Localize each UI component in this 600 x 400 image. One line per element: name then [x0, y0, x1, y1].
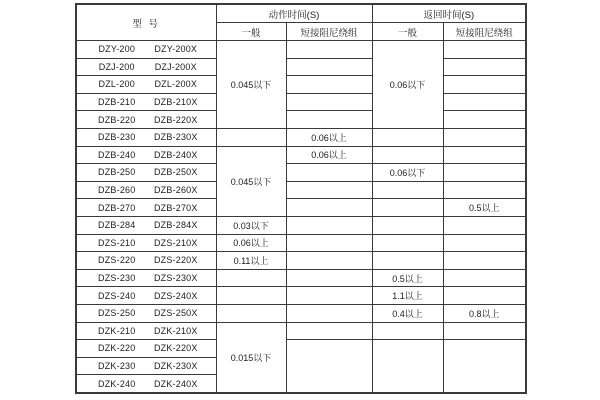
empty-cell [443, 128, 526, 146]
empty-cell [443, 41, 526, 59]
model-cell [76, 164, 216, 182]
empty-cell [372, 252, 443, 270]
empty-cell [372, 216, 443, 234]
empty-cell [216, 287, 286, 305]
empty-cell [286, 234, 372, 252]
model-cell [76, 93, 216, 111]
model-number-x: DZB-260X [153, 185, 198, 196]
col-header-return-time: 返回时间(S) [372, 4, 526, 23]
return-damped-value: 0.5以上 [443, 199, 526, 217]
empty-cell [286, 269, 372, 287]
model-number-base: DZJ-200 [98, 61, 135, 72]
action-general-value: 0.045以下 [216, 146, 286, 216]
return-general-value: 0.4以上 [372, 304, 443, 322]
model-number-x: DZK-210X [153, 325, 198, 336]
model-number-x: DZY-200X [154, 44, 198, 55]
return-general-value: 1.1以上 [372, 287, 443, 305]
empty-cell [286, 181, 372, 199]
empty-cell [286, 93, 372, 111]
model-cell [76, 58, 216, 76]
table-row [76, 146, 526, 164]
empty-cell [372, 199, 443, 217]
model-cell [76, 181, 216, 199]
model-number-x: DZS-250X [153, 308, 198, 319]
model-number-x: DZS-220X [153, 255, 198, 266]
table-row [76, 216, 526, 234]
empty-cell [443, 234, 526, 252]
col-header-model: 型 号 [76, 4, 216, 41]
model-cell [76, 322, 216, 340]
empty-cell [443, 322, 526, 340]
model-cell [76, 76, 216, 94]
empty-cell [286, 322, 372, 340]
model-number-x: DZJ-200X [154, 61, 197, 72]
col-header-return-general: 一般 [372, 23, 443, 41]
model-number-base: DZB-250 [98, 167, 136, 178]
model-number-x: DZB-270X [153, 202, 198, 213]
empty-cell [286, 111, 372, 129]
return-damped-value: 0.8以上 [443, 304, 526, 322]
empty-cell [443, 287, 526, 305]
table-row [76, 252, 526, 270]
model-number-x: DZB-210X [153, 97, 198, 108]
empty-cell [372, 322, 443, 340]
table-row [76, 304, 526, 322]
table-row [76, 164, 526, 182]
model-cell [76, 41, 216, 59]
empty-cell [443, 269, 526, 287]
action-general-value: 0.11以上 [216, 252, 286, 270]
model-number-x: DZL-200X [154, 79, 198, 90]
model-number-x: DZB-230X [153, 132, 198, 143]
model-cell [76, 111, 216, 129]
action-damped-value: 0.06以上 [286, 146, 372, 164]
empty-cell [443, 58, 526, 76]
model-number-base: DZS-250 [98, 308, 136, 319]
model-cell [76, 234, 216, 252]
action-general-value: 0.015以下 [216, 322, 286, 393]
model-number-x: DZB-240X [153, 149, 198, 160]
empty-cell [286, 287, 372, 305]
empty-cell [443, 76, 526, 94]
header-group-row [76, 4, 526, 23]
model-number-base: DZB-260 [98, 185, 136, 196]
model-cell [76, 146, 216, 164]
model-number-x: DZB-220X [153, 114, 198, 125]
model-number-base: DZB-230 [98, 132, 136, 143]
model-number-base: DZS-220 [98, 255, 136, 266]
col-header-action-time: 动作时间(S) [216, 4, 372, 23]
model-number-base: DZS-240 [98, 290, 136, 301]
empty-cell [216, 304, 286, 322]
return-general-value: 0.5以上 [372, 269, 443, 287]
table-row [76, 111, 526, 129]
table-row [76, 93, 526, 111]
table-row [76, 269, 526, 287]
model-cell [76, 128, 216, 146]
empty-cell [443, 181, 526, 199]
table-row [76, 58, 526, 76]
model-number-base: DZY-200 [98, 44, 136, 55]
empty-cell [286, 41, 372, 59]
model-cell [76, 375, 216, 393]
col-header-action-damped: 短接阻尼绕组 [286, 23, 372, 41]
empty-cell [286, 252, 372, 270]
col-header-action-general: 一般 [216, 23, 286, 41]
model-number-base: DZK-240 [98, 378, 136, 389]
empty-cell [286, 340, 372, 393]
model-cell [76, 199, 216, 217]
empty-cell [216, 128, 286, 146]
table-row [76, 181, 526, 199]
empty-cell [286, 164, 372, 182]
model-number-base: DZS-210 [98, 237, 136, 248]
model-number-base: DZB-240 [98, 149, 136, 160]
empty-cell [286, 76, 372, 94]
model-cell [76, 269, 216, 287]
model-number-base: DZL-200 [98, 79, 135, 90]
empty-cell [443, 340, 526, 393]
return-general-value: 0.06以下 [372, 41, 443, 129]
model-number-base: DZB-270 [98, 202, 136, 213]
empty-cell [372, 128, 443, 146]
model-number-x: DZS-210X [153, 237, 198, 248]
action-general-value: 0.045以下 [216, 41, 286, 129]
model-cell [76, 340, 216, 358]
empty-cell [286, 58, 372, 76]
model-number-base: DZK-220 [98, 343, 136, 354]
empty-cell [443, 146, 526, 164]
empty-cell [372, 146, 443, 164]
model-number-base: DZB-220 [98, 114, 136, 125]
table-row [76, 76, 526, 94]
table-row [76, 287, 526, 305]
model-number-x: DZB-284X [153, 220, 198, 231]
empty-cell [372, 181, 443, 199]
model-number-x: DZS-230X [153, 273, 198, 284]
relay-timing-table [75, 3, 527, 394]
model-number-base: DZB-284 [98, 220, 136, 231]
table-row [76, 340, 526, 358]
table-row [76, 41, 526, 59]
action-general-value: 0.06以上 [216, 234, 286, 252]
empty-cell [443, 164, 526, 182]
model-cell [76, 252, 216, 270]
model-number-x: DZK-240X [153, 378, 198, 389]
table-body [76, 41, 526, 393]
table-row [76, 322, 526, 340]
empty-cell [372, 340, 443, 393]
model-cell [76, 357, 216, 375]
return-general-value: 0.06以下 [372, 164, 443, 182]
action-damped-value: 0.06以上 [286, 128, 372, 146]
model-number-base: DZK-210 [98, 325, 136, 336]
model-number-x: DZK-230X [153, 360, 198, 371]
model-number-x: DZK-220X [153, 343, 198, 354]
table-header [76, 4, 526, 41]
table-row [76, 234, 526, 252]
empty-cell [443, 216, 526, 234]
model-number-x: DZB-250X [153, 167, 198, 178]
empty-cell [443, 111, 526, 129]
model-number-base: DZS-230 [98, 273, 136, 284]
empty-cell [372, 234, 443, 252]
empty-cell [443, 252, 526, 270]
table-row [76, 199, 526, 217]
model-cell [76, 287, 216, 305]
empty-cell [443, 93, 526, 111]
empty-cell [286, 216, 372, 234]
empty-cell [286, 199, 372, 217]
col-header-return-damped: 短接阻尼绕组 [443, 23, 526, 41]
empty-cell [286, 304, 372, 322]
model-cell [76, 304, 216, 322]
table-row [76, 128, 526, 146]
model-number-x: DZS-240X [153, 290, 198, 301]
model-cell [76, 216, 216, 234]
model-number-base: DZK-230 [98, 360, 136, 371]
model-number-base: DZB-210 [98, 97, 136, 108]
action-general-value: 0.03以下 [216, 216, 286, 234]
empty-cell [216, 269, 286, 287]
